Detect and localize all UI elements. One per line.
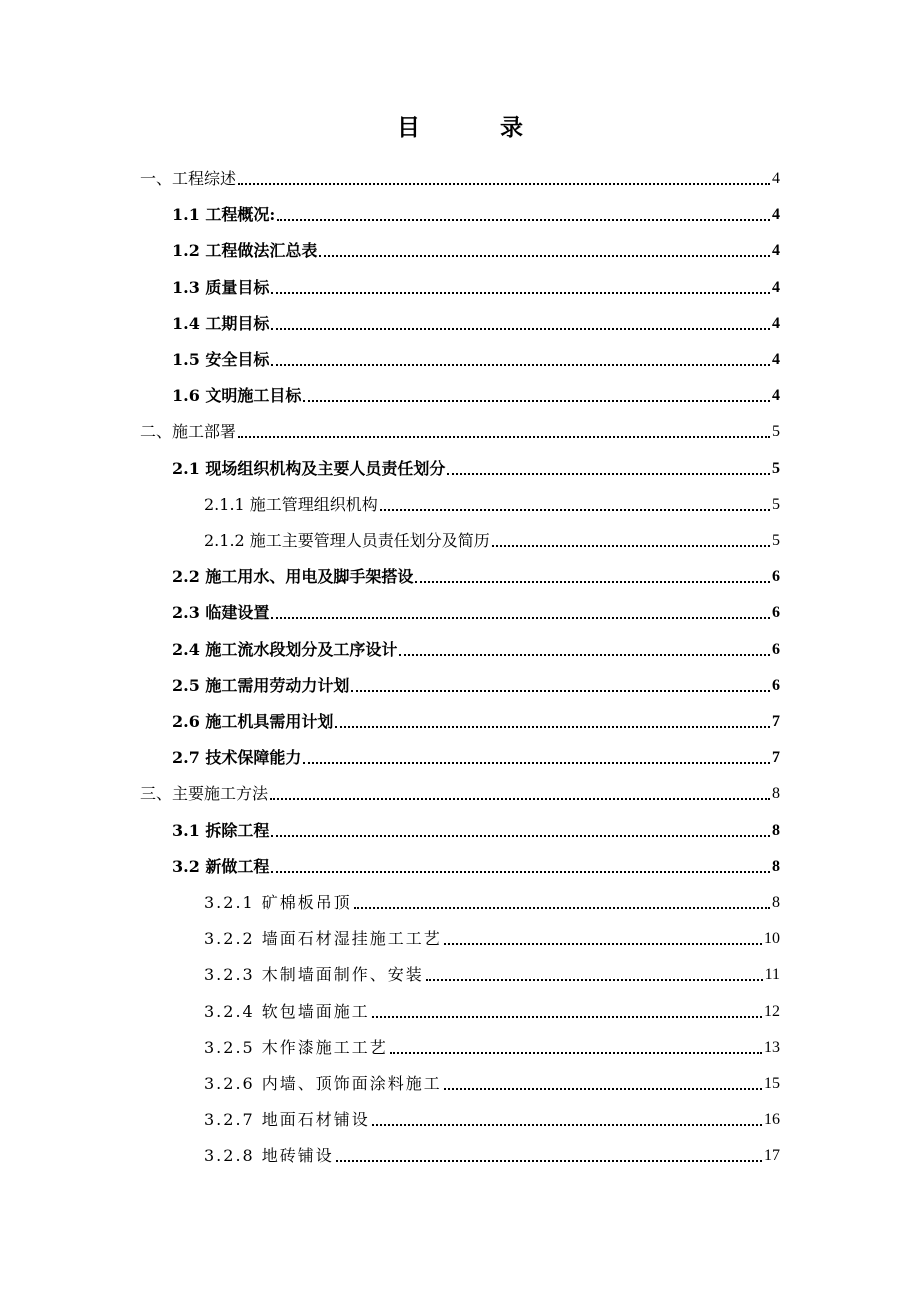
toc-entry-text: 1.4 工期目标 — [172, 313, 270, 333]
toc-entry[interactable] — [172, 667, 780, 697]
toc-entry[interactable] — [140, 775, 780, 805]
toc-entry[interactable] — [204, 920, 780, 950]
toc-dot-leader — [271, 617, 770, 619]
toc-entry[interactable] — [172, 377, 780, 407]
toc-entry[interactable] — [172, 269, 780, 299]
toc-entry[interactable] — [172, 739, 780, 769]
toc-entry-text: 3.2.5 木作漆施工工艺 — [204, 1037, 388, 1057]
toc-dot-leader — [335, 726, 770, 728]
toc-entry-text: 3.2.2 墙面石材湿挂施工工艺 — [204, 929, 442, 949]
toc-page-number: 4 — [772, 170, 780, 187]
toc-dot-leader — [354, 907, 770, 909]
toc-entry[interactable] — [172, 703, 780, 733]
toc-entry[interactable] — [172, 812, 780, 842]
toc-page-number: 4 — [772, 351, 780, 368]
toc-dot-leader — [271, 364, 770, 366]
toc-entry[interactable] — [172, 631, 780, 661]
toc-dot-leader — [444, 1088, 762, 1090]
toc-dot-leader — [415, 581, 770, 583]
toc-entry[interactable] — [204, 884, 780, 914]
toc-page-number: 6 — [772, 676, 780, 694]
toc-dot-leader — [372, 1124, 762, 1126]
toc-page-number: 7 — [772, 749, 780, 767]
toc-entry[interactable] — [172, 305, 780, 335]
toc-entry[interactable] — [204, 956, 780, 986]
toc-page-number: 6 — [772, 604, 780, 622]
toc-entry-text: 2.3 临建设置 — [172, 603, 270, 623]
toc-page-number: 6 — [772, 568, 780, 586]
toc-dot-leader — [319, 255, 770, 257]
toc-entry[interactable] — [204, 1137, 780, 1167]
toc-page-number: 5 — [772, 423, 780, 441]
toc-page-number: 4 — [772, 387, 780, 405]
toc-entry-text: 1.1 工程概况: — [172, 205, 276, 225]
toc-entry-text: 2.6 施工机具需用计划 — [172, 712, 334, 731]
toc-entry[interactable] — [172, 848, 780, 878]
toc-page-number: 4 — [772, 278, 780, 296]
toc-entry-text: 2.7 技术保障能力 — [172, 748, 302, 768]
toc-dot-leader — [271, 292, 770, 294]
toc-page-number: 10 — [764, 930, 780, 948]
toc-entry[interactable] — [172, 558, 780, 588]
toc-page-number: 7 — [772, 713, 780, 730]
toc-entry-text: 2.2 施工用水、用电及脚手架搭设 — [172, 567, 414, 587]
toc-dot-leader — [270, 798, 770, 800]
toc-page-number: 4 — [772, 242, 780, 260]
toc-entry-text: 3.2 新做工程 — [172, 856, 270, 876]
toc-page-number: 5 — [772, 459, 780, 477]
toc-entry-text: 3.2.4 软包墙面施工 — [204, 1001, 370, 1021]
toc-dot-leader — [444, 943, 762, 945]
toc-page-number: 17 — [764, 1147, 780, 1165]
toc-entry-text: 2.1.2 施工主要管理人员责任划分及简历 — [204, 531, 490, 550]
toc-entry[interactable] — [140, 160, 780, 190]
toc-page-number: 6 — [772, 640, 780, 658]
toc-entry[interactable] — [172, 196, 780, 226]
toc-dot-leader — [390, 1052, 762, 1054]
toc-entry-text: 3.1 拆除工程 — [172, 820, 270, 840]
toc-dot-leader — [351, 690, 770, 692]
toc-page-number: 8 — [772, 894, 780, 911]
toc-entry-text: 三、主要施工方法 — [140, 784, 269, 804]
toc-entry[interactable] — [204, 993, 780, 1023]
toc-dot-leader — [399, 654, 770, 656]
toc-entry-text: 3.2.1 矿棉板吊顶 — [204, 893, 352, 912]
toc-entry-text: 1.6 文明施工目标 — [172, 386, 302, 406]
toc-entry-text: 3.2.8 地砖铺设 — [204, 1146, 334, 1166]
toc-entry-text: 3.2.6 内墙、顶饰面涂料施工 — [204, 1074, 442, 1093]
toc-entry[interactable] — [204, 1101, 780, 1131]
toc-page-number: 12 — [764, 1002, 780, 1020]
toc-page-number: 16 — [764, 1111, 780, 1129]
toc-dot-leader — [238, 183, 770, 185]
toc-entry-text: 2.1.1 施工管理组织机构 — [204, 494, 378, 514]
toc-entry-text: 2.1 现场组织机构及主要人员责任划分 — [172, 458, 446, 478]
toc-dot-leader — [492, 545, 770, 547]
toc-entry[interactable] — [204, 486, 780, 516]
toc-dot-leader — [271, 835, 770, 837]
toc-page-number: 5 — [772, 532, 780, 549]
toc-dot-leader — [303, 762, 770, 764]
toc-page-number: 8 — [772, 857, 780, 875]
toc-dot-leader — [372, 1016, 762, 1018]
toc-entry[interactable] — [172, 232, 780, 262]
toc-entry-text: 1.3 质量目标 — [172, 277, 270, 297]
toc-entry[interactable] — [204, 522, 780, 552]
toc-page-number: 8 — [772, 785, 780, 803]
toc-entry-text: 1.2 工程做法汇总表 — [172, 241, 318, 261]
toc-entry-text: 二、施工部署 — [140, 422, 237, 442]
toc-page-number: 13 — [764, 1038, 780, 1056]
toc-page-number: 4 — [772, 314, 780, 332]
toc-dot-leader — [380, 509, 770, 511]
toc-entry-text: 一、工程综述 — [140, 169, 237, 188]
toc-entry[interactable] — [204, 1029, 780, 1059]
toc-dot-leader — [447, 473, 770, 475]
toc-entry[interactable] — [172, 450, 780, 480]
toc-dot-leader — [303, 400, 770, 402]
toc-page-number: 15 — [764, 1075, 780, 1092]
toc-dot-leader — [336, 1160, 762, 1162]
toc-entry[interactable] — [172, 341, 780, 371]
toc-title: 目 录 — [396, 114, 559, 141]
toc-entry-text: 3.2.7 地面石材铺设 — [204, 1110, 370, 1130]
toc-entry-text: 3.2.3 木制墙面制作、安装 — [204, 965, 424, 985]
toc-entry[interactable] — [140, 413, 780, 443]
toc-entry-text: 2.5 施工需用劳动力计划 — [172, 675, 350, 695]
toc-entry-text: 2.4 施工流水段划分及工序设计 — [172, 639, 398, 659]
toc-page-number: 5 — [772, 495, 780, 513]
toc-dot-leader — [426, 979, 763, 981]
toc-entry-text: 1.5 安全目标 — [172, 350, 270, 369]
toc-page-number: 11 — [764, 966, 780, 984]
toc-dot-leader — [277, 219, 770, 221]
toc-page-number: 4 — [772, 206, 780, 224]
toc-entry[interactable] — [172, 594, 780, 624]
toc-dot-leader — [238, 436, 770, 438]
toc-page-number: 8 — [772, 821, 780, 839]
toc-dot-leader — [271, 871, 770, 873]
toc-entry[interactable] — [204, 1065, 780, 1095]
toc-dot-leader — [271, 328, 770, 330]
